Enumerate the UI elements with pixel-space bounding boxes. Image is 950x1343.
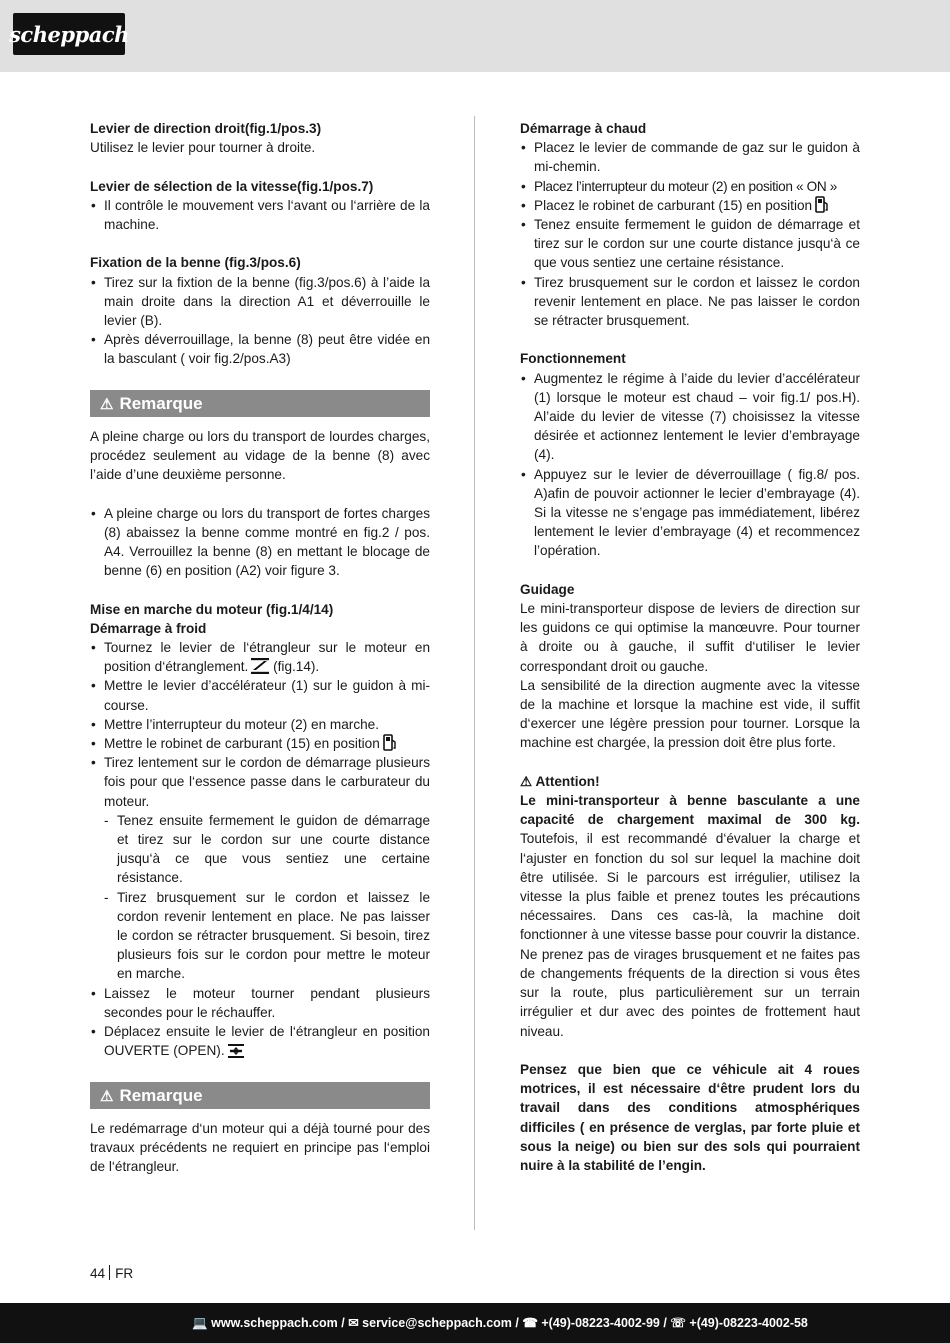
dash-list [90,811,430,984]
list-item: • Augmentez le régime à l’aide du levier d’accélérateur (1) lorsque le moteur est chaud – voir fig.1/ pos.H). Al’aide du levier de vitesse (7) choisissez la vitesse désirée et actionnez lentement le levier d’embrayage (4). [520,369,860,465]
paragraph: Pensez que bien que ce véhicule ait 4 roues motrices, il est nécessaire d‘être prudent lors du travail dans des conditions atmosphériques difficiles ( en présence de verglas, par forte pluie et sous la neige) ou bien sur des sols qui pourraient nuire à la stabilité de l’engin. [520,1061,860,1173]
section-title: Mise en marche du moteur (fig.1/4/14) [90,601,334,617]
fuel-pump-icon [383,734,397,751]
list-item: • Mettre le robinet de carburant (15) en position [90,734,430,753]
paragraph: Le mini-transporteur à benne basculante a une capacité de chargement maximal de 300 kg. Toutefois, il est recommandé d‘évaluer la charge et l‘ajuster en fonction du sol sur lequel la machine doit être utilisée. Si le parcours est irrégulier, utilisez la vitesse la plus faible et prenez toutes les précautions nécessaires. Dans ces cas-là, la machine doit fonctionner à une vitesse basse pour couvrir la distance. Ne prenez pas de virages brusquement et ne faites pas de changements fréquents de la direction si vous êtes sur la route, plus particulièrement sur un terrain irrégulier et dur avec des pointes de frottement haut niveau. [520,793,860,1039]
section-title: Démarrage à chaud [520,121,647,136]
footer-contact-text: www.scheppach.com / ✉ service@scheppach.com / ☎ +(49)-08223-4002-99 / ☏ +(49)-08223-4002-58 [211,1316,808,1330]
column-divider [474,116,475,1230]
scheppach-logo: scheppach [13,13,125,55]
list-item: • Tournez le levier de l‘étrangleur sur le moteur en position d‘étranglement. (fig.14). [90,638,430,676]
bullet-list [90,984,430,1061]
paragraph: Le mini-transporteur dispose de leviers de direction sur les guidons ce qui optimise la manœuvre. Pour tourner à droite ou à gauche, il suffit d‘utiliser le levier correspondant droit ou gauche. [520,601,860,674]
section-title: Fonctionnement [520,351,626,367]
left-column [90,119,430,1176]
section-title: Levier de direction droit(fig.1/pos.3) [90,121,322,136]
right-column [520,119,860,1175]
list-item: • Tirez sur la fixtion de la benne (fig.3/pos.6) à l’aide la main droite dans la direction A1 et déverrouille le levier (B). [90,273,430,331]
list-item: • Placez le robinet de carburant (15) en position [520,196,860,215]
list-item: • Appuyez sur le levier de déverrouillage ( fig.8/ pos. A)afin de pouvoir actionner le lecier d’embrayage (4). Si la vitesse ne s’engage pas immédiatement, libérez lentement le levier d’embrayage (4) et recommencez l’opération. [520,465,860,561]
warning-triangle-icon: ⚠ [100,1087,114,1105]
paragraph: Utilisez le levier pour tourner à droite. [90,140,316,156]
list-item: • Tenez ensuite fermement le guidon de démarrage et tirez sur le cordon sur une courte distance jusqu‘à ce que vous sentiez une certaine résistance. [520,215,860,273]
list-item: • Placez le levier de commande de gaz sur le guidon à mi-chemin. [520,138,860,176]
section-subtitle: Démarrage à froid [90,620,207,636]
list-item: • Mettre l’interrupteur du moteur (2) en marche. [90,715,430,734]
choke-closed-icon [251,658,269,674]
remark-banner: ⚠ Remarque [90,1082,430,1109]
page-footer [0,1303,950,1343]
list-item: • Déplacez ensuite le levier de l‘étrangleur en position OUVERTE (OPEN). [90,1022,430,1060]
paragraph: La sensibilité de la direction augmente avec la vitesse de la machine et lorsque la machine est vide, il suffit d‘exercer une légère pression pour tourner. Lorsque la machine est chargée, la pression doit être plus forte. [520,677,860,751]
list-item: • Tirez brusquement sur le cordon et laissez le cordon revenir lentement en place. Ne pas laisser le cordon se rétracter brusquement. [520,273,860,331]
list-item: • Il contrôle le mouvement vers l‘avant ou l‘arrière de la machine. [90,196,430,234]
paragraph: Le redémarrage d‘un moteur qui a déjà tourné pour des travaux précédents ne requiert en principe pas l‘emploi de l‘étrangleur. [90,1120,430,1175]
remark-banner: ⚠ Remarque [90,390,430,417]
list-item: • Laissez le moteur tourner pendant plusieurs secondes pour le réchauffer. [90,984,430,1022]
choke-open-icon [228,1044,244,1058]
bullet-list [90,638,430,811]
list-item: • Tirez lentement sur le cordon de démarrage plusieurs fois pour que l‘essence passe dans le carburateur du moteur. [90,753,430,811]
paragraph: A pleine charge ou lors du transport de lourdes charges, procédez seulement au vidage de la benne (8) avec l’aide d’une deuxième personne. [90,428,430,483]
list-item: - Tenez ensuite fermement le guidon de démarrage et tirez sur le cordon sur une courte distance jusqu‘à ce que vous sentiez une certaine résistance. [90,811,430,888]
list-item: • Après déverrouillage, la benne (8) peut être vidée en la basculant ( voir fig.2/pos.A3) [90,330,430,368]
bullet-list [90,504,430,581]
bullet-list [90,196,430,234]
bullet-list [90,273,430,369]
fuel-pump-icon [815,196,829,213]
list-item: • A pleine charge ou lors du transport de fortes charges (8) abaissez la benne comme montré en fig.2 / pos. A4. Verrouillez la benne (8) en mettant le blocage de benne (6) en position (A2) voir figure 3. [90,504,430,581]
warning-triangle-icon: ⚠ [100,395,114,413]
page-header [0,0,950,72]
bullet-list [520,369,860,561]
monitor-icon: 💻 [192,1316,212,1330]
section-title: Levier de sélection de la vitesse(fig.1/pos.7) [90,178,374,194]
list-item: • Placez l’interrupteur du moteur (2) en position « ON » [520,177,860,196]
list-item: - Tirez brusquement sur le cordon et laissez le cordon revenir lentement en place. Ne pas laisser le cordon se rétracter brusquement. Si besoin, tirez plusieurs fois sur le cordon pour mettre le moteur en marche. [90,888,430,984]
bullet-list [520,138,860,330]
section-title: Fixation de la benne (fig.3/pos.6) [90,255,301,271]
attention-title: ⚠ Attention! [520,773,600,789]
section-title: Guidage [520,581,575,597]
list-item: • Mettre le levier d’accélérateur (1) sur le guidon à mi-course. [90,676,430,714]
page-number: 44 FR [90,1266,134,1281]
warning-triangle-icon: ⚠ [520,773,536,789]
